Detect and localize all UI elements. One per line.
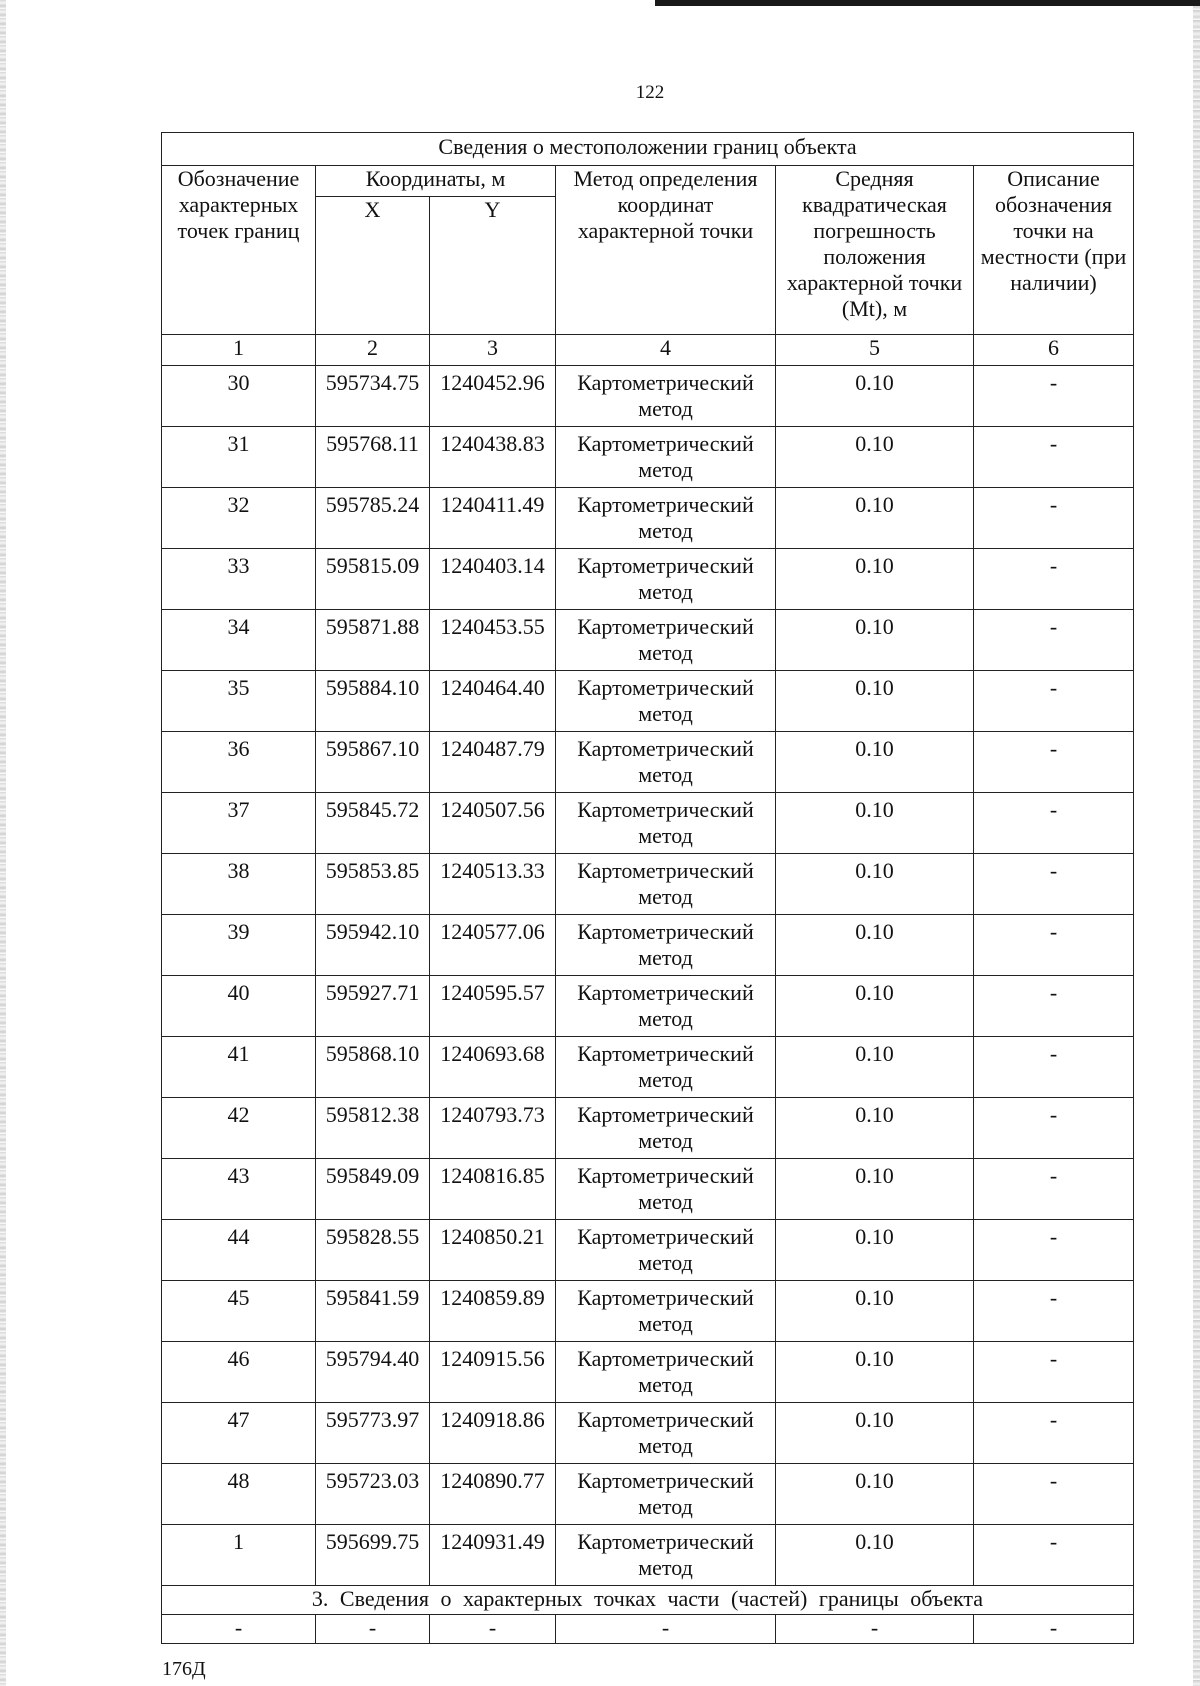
scan-left-edge	[0, 0, 6, 1686]
cell-y: 1240890.77	[430, 1464, 556, 1525]
cell-x: 595794.40	[316, 1342, 430, 1403]
cell-description: -	[974, 366, 1134, 427]
cell-error: 0.10	[776, 427, 974, 488]
cell-method: Картометрический метод	[556, 671, 776, 732]
table-row	[162, 732, 1134, 793]
cell-error: 0.10	[776, 976, 974, 1037]
cell-point: 46	[162, 1342, 316, 1403]
cell-y: 1240453.55	[430, 610, 556, 671]
table-row	[162, 976, 1134, 1037]
cell-description: -	[974, 671, 1134, 732]
header-y: Y	[430, 197, 556, 335]
table-row	[162, 1098, 1134, 1159]
header-error: Средняя квадратическая погрешность положения характерной точки (Mt), м	[776, 166, 974, 335]
cell-description: -	[974, 1525, 1134, 1586]
cell-x: 595884.10	[316, 671, 430, 732]
cell-y: 1240918.86	[430, 1403, 556, 1464]
header-row	[162, 166, 1134, 197]
table-row	[162, 1281, 1134, 1342]
cell-x: 595699.75	[316, 1525, 430, 1586]
cell-method: Картометрический метод	[556, 1281, 776, 1342]
table-row	[162, 549, 1134, 610]
cell-point: 37	[162, 793, 316, 854]
cell-point: 40	[162, 976, 316, 1037]
table-row	[162, 1159, 1134, 1220]
table-row	[162, 1037, 1134, 1098]
cell-y: 1240487.79	[430, 732, 556, 793]
section3-title-row	[162, 1586, 1134, 1615]
table-title: Сведения о местоположении границ объекта	[162, 133, 1134, 166]
cell-point: 39	[162, 915, 316, 976]
header-coordinates: Координаты, м	[316, 166, 556, 197]
table-row	[162, 1403, 1134, 1464]
cell-y: 1240931.49	[430, 1525, 556, 1586]
cell-x: 595812.38	[316, 1098, 430, 1159]
cell-method: Картометрический метод	[556, 488, 776, 549]
column-number: 5	[776, 335, 974, 366]
cell-error: 0.10	[776, 793, 974, 854]
cell-method: Картометрический метод	[556, 549, 776, 610]
cell-y: 1240507.56	[430, 793, 556, 854]
header-description: Описание обозначения точки на местности (при наличии)	[974, 166, 1134, 335]
coordinates-table	[161, 132, 1134, 1644]
cell-method: Картометрический метод	[556, 1037, 776, 1098]
cell-y: 1240452.96	[430, 366, 556, 427]
cell-method: Картометрический метод	[556, 1159, 776, 1220]
table-row	[162, 793, 1134, 854]
cell-x: 595734.75	[316, 366, 430, 427]
table-row	[162, 915, 1134, 976]
cell-point: 36	[162, 732, 316, 793]
cell-description: -	[974, 427, 1134, 488]
cell-point: 38	[162, 854, 316, 915]
cell-point: 41	[162, 1037, 316, 1098]
section3-cell: -	[556, 1615, 776, 1644]
cell-x: 595845.72	[316, 793, 430, 854]
cell-method: Картометрический метод	[556, 976, 776, 1037]
cell-method: Картометрический метод	[556, 1220, 776, 1281]
column-number: 6	[974, 335, 1134, 366]
cell-y: 1240438.83	[430, 427, 556, 488]
cell-error: 0.10	[776, 671, 974, 732]
column-number-row	[162, 335, 1134, 366]
cell-point: 47	[162, 1403, 316, 1464]
scan-top-bar	[655, 0, 1200, 6]
cell-y: 1240513.33	[430, 854, 556, 915]
cell-y: 1240816.85	[430, 1159, 556, 1220]
column-number: 2	[316, 335, 430, 366]
cell-y: 1240595.57	[430, 976, 556, 1037]
cell-description: -	[974, 549, 1134, 610]
cell-description: -	[974, 1342, 1134, 1403]
cell-y: 1240915.56	[430, 1342, 556, 1403]
cell-y: 1240693.68	[430, 1037, 556, 1098]
cell-description: -	[974, 1464, 1134, 1525]
cell-point: 45	[162, 1281, 316, 1342]
cell-point: 48	[162, 1464, 316, 1525]
cell-x: 595867.10	[316, 732, 430, 793]
cell-point: 32	[162, 488, 316, 549]
cell-point: 43	[162, 1159, 316, 1220]
cell-x: 595942.10	[316, 915, 430, 976]
cell-x: 595927.71	[316, 976, 430, 1037]
cell-point: 42	[162, 1098, 316, 1159]
cell-point: 33	[162, 549, 316, 610]
cell-x: 595871.88	[316, 610, 430, 671]
cell-point: 44	[162, 1220, 316, 1281]
column-number: 3	[430, 335, 556, 366]
cell-method: Картометрический метод	[556, 1525, 776, 1586]
cell-y: 1240859.89	[430, 1281, 556, 1342]
cell-x: 595868.10	[316, 1037, 430, 1098]
cell-description: -	[974, 1098, 1134, 1159]
column-number: 1	[162, 335, 316, 366]
cell-error: 0.10	[776, 1403, 974, 1464]
table-row	[162, 854, 1134, 915]
table-row	[162, 1525, 1134, 1586]
cell-x: 595828.55	[316, 1220, 430, 1281]
cell-y: 1240403.14	[430, 549, 556, 610]
cell-description: -	[974, 1037, 1134, 1098]
cell-error: 0.10	[776, 1525, 974, 1586]
table-row	[162, 610, 1134, 671]
cell-error: 0.10	[776, 1464, 974, 1525]
cell-description: -	[974, 1220, 1134, 1281]
cell-method: Картометрический метод	[556, 366, 776, 427]
cell-method: Картометрический метод	[556, 915, 776, 976]
cell-error: 0.10	[776, 549, 974, 610]
cell-error: 0.10	[776, 1037, 974, 1098]
cell-description: -	[974, 976, 1134, 1037]
cell-x: 595849.09	[316, 1159, 430, 1220]
cell-error: 0.10	[776, 1281, 974, 1342]
cell-description: -	[974, 488, 1134, 549]
cell-x: 595785.24	[316, 488, 430, 549]
cell-error: 0.10	[776, 915, 974, 976]
cell-y: 1240850.21	[430, 1220, 556, 1281]
cell-description: -	[974, 1159, 1134, 1220]
section3-title: 3. Сведения о характерных точках части (частей) границы объекта	[162, 1586, 1134, 1615]
cell-method: Картометрический метод	[556, 793, 776, 854]
cell-method: Картометрический метод	[556, 1342, 776, 1403]
table-row	[162, 427, 1134, 488]
section3-cell: -	[316, 1615, 430, 1644]
cell-method: Картометрический метод	[556, 732, 776, 793]
cell-y: 1240577.06	[430, 915, 556, 976]
section3-cell: -	[162, 1615, 316, 1644]
cell-error: 0.10	[776, 366, 974, 427]
cell-description: -	[974, 915, 1134, 976]
cell-description: -	[974, 793, 1134, 854]
cell-y: 1240411.49	[430, 488, 556, 549]
cell-method: Картометрический метод	[556, 854, 776, 915]
cell-method: Картометрический метод	[556, 427, 776, 488]
cell-x: 595773.97	[316, 1403, 430, 1464]
cell-x: 595853.85	[316, 854, 430, 915]
cell-point: 35	[162, 671, 316, 732]
scan-right-edge	[1193, 0, 1200, 1686]
cell-method: Картометрический метод	[556, 1403, 776, 1464]
cell-point: 30	[162, 366, 316, 427]
cell-description: -	[974, 1403, 1134, 1464]
cell-error: 0.10	[776, 854, 974, 915]
cell-description: -	[974, 732, 1134, 793]
cell-error: 0.10	[776, 1159, 974, 1220]
cell-x: 595768.11	[316, 427, 430, 488]
table-row	[162, 488, 1134, 549]
cell-error: 0.10	[776, 732, 974, 793]
cell-description: -	[974, 610, 1134, 671]
header-x: X	[316, 197, 430, 335]
section3-data-row	[162, 1615, 1134, 1644]
table-row	[162, 671, 1134, 732]
page-number: 122	[635, 82, 665, 103]
column-number: 4	[556, 335, 776, 366]
cell-error: 0.10	[776, 1220, 974, 1281]
cell-error: 0.10	[776, 610, 974, 671]
footer-code: 176Д	[162, 1658, 206, 1680]
cell-y: 1240793.73	[430, 1098, 556, 1159]
cell-method: Картометрический метод	[556, 1098, 776, 1159]
cell-x: 595841.59	[316, 1281, 430, 1342]
table-title-row	[162, 133, 1134, 166]
section3-cell: -	[430, 1615, 556, 1644]
cell-x: 595723.03	[316, 1464, 430, 1525]
cell-x: 595815.09	[316, 549, 430, 610]
cell-y: 1240464.40	[430, 671, 556, 732]
cell-description: -	[974, 854, 1134, 915]
section3-cell: -	[776, 1615, 974, 1644]
section3-cell: -	[974, 1615, 1134, 1644]
cell-error: 0.10	[776, 488, 974, 549]
cell-description: -	[974, 1281, 1134, 1342]
header-designation: Обозначение характерных точек границ	[162, 166, 316, 335]
table-row	[162, 1464, 1134, 1525]
cell-method: Картометрический метод	[556, 1464, 776, 1525]
cell-method: Картометрический метод	[556, 610, 776, 671]
cell-point: 1	[162, 1525, 316, 1586]
table-row	[162, 366, 1134, 427]
cell-error: 0.10	[776, 1342, 974, 1403]
cell-error: 0.10	[776, 1098, 974, 1159]
table-row	[162, 1220, 1134, 1281]
cell-point: 34	[162, 610, 316, 671]
header-method: Метод определения координат характерной точки	[556, 166, 776, 335]
cell-point: 31	[162, 427, 316, 488]
table-row	[162, 1342, 1134, 1403]
